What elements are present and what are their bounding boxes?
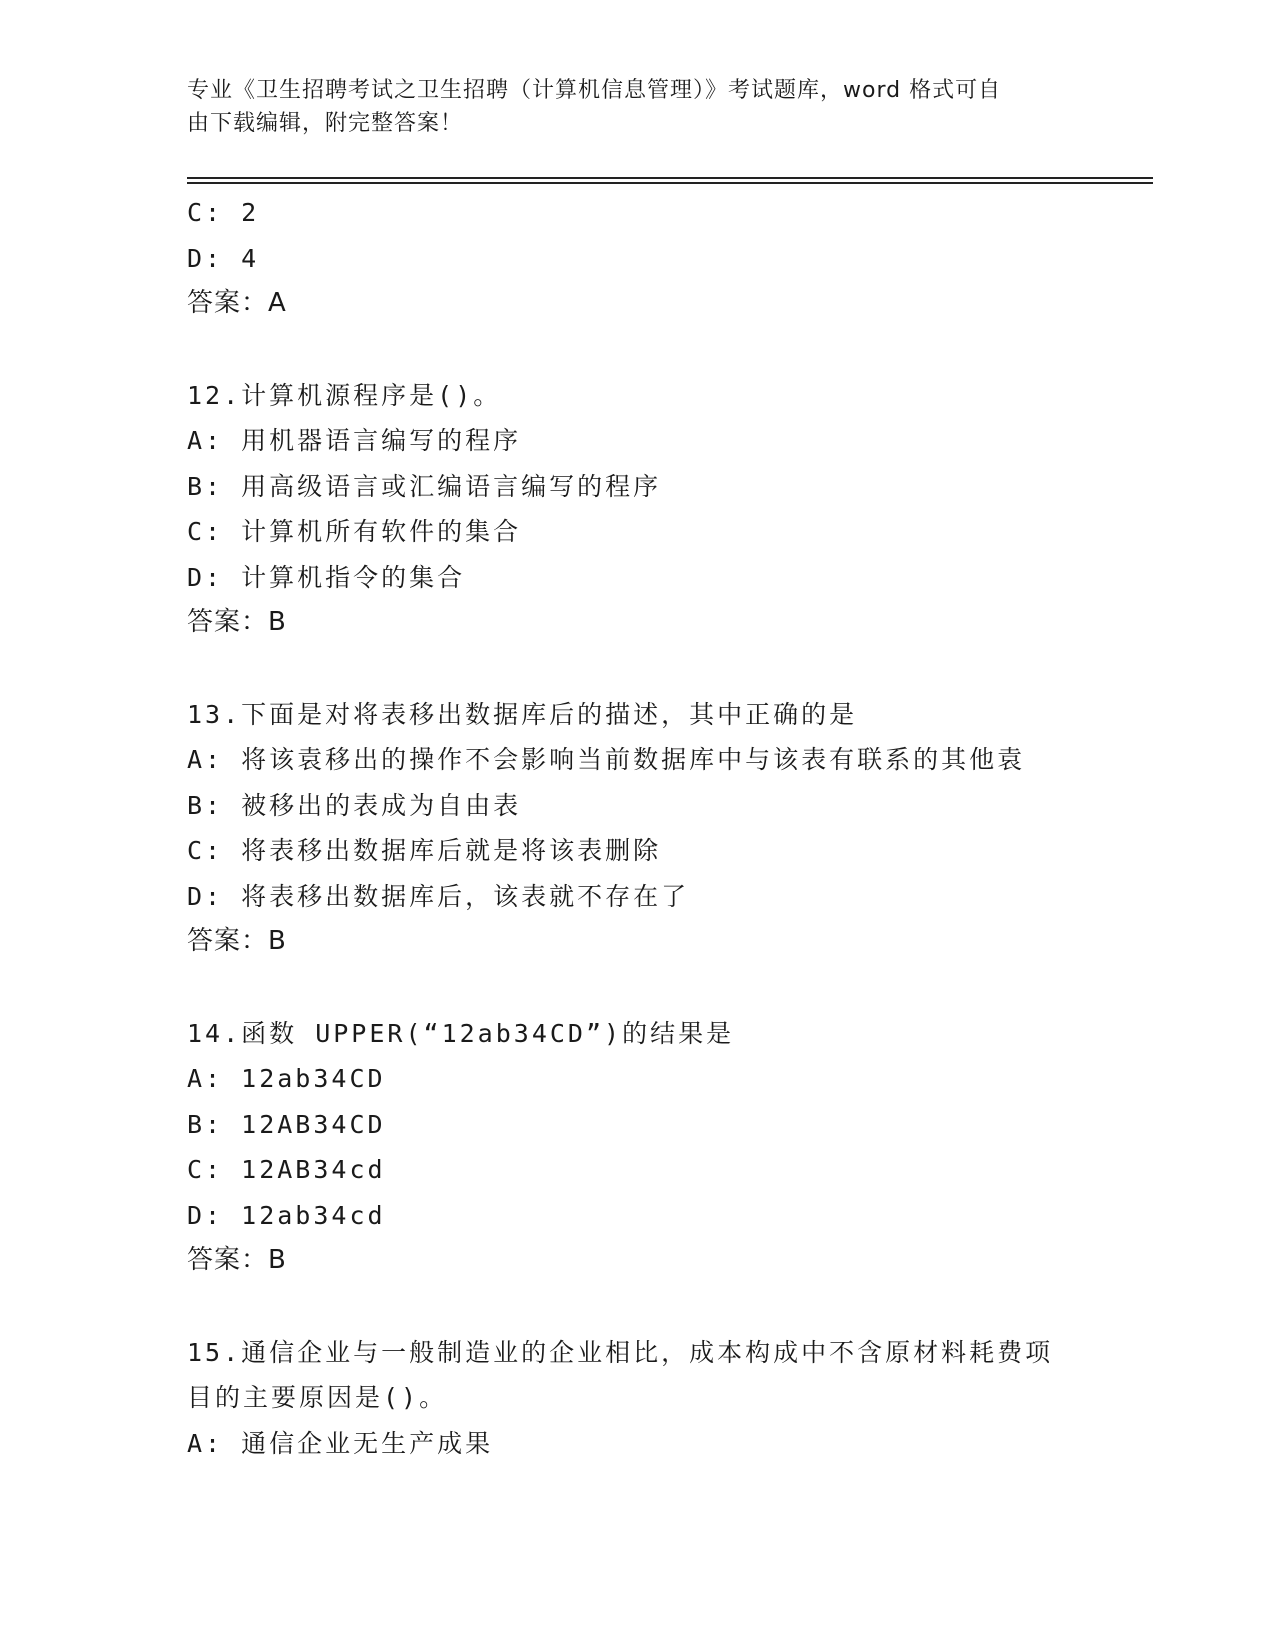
answer: 答案：B <box>187 607 287 637</box>
spacer <box>187 327 1147 373</box>
question-15 <box>187 1330 1147 1467</box>
option-a: A: 将该袁移出的操作不会影响当前数据库中与该表有联系的其他袁 <box>187 745 1026 774</box>
question-12 <box>187 373 1147 646</box>
option-d: D: 4 <box>187 243 260 273</box>
option-b: B: 12AB34CD <box>187 1109 386 1139</box>
header-rule-top <box>187 177 1153 179</box>
option-d: D: 计算机指令的集合 <box>187 562 466 592</box>
answer: 答案：A <box>187 288 287 318</box>
question-text: 13.下面是对将表移出数据库后的描述，其中正确的是 <box>187 699 858 729</box>
question-text: 14.函数 UPPER(“12ab34CD”)的结果是 <box>187 1018 735 1048</box>
spacer <box>187 1284 1147 1330</box>
header-line-1: 专业《卫生招聘考试之卫生招聘（计算机信息管理）》考试题库，word 格式可自 <box>187 78 1002 103</box>
header-rule-bottom <box>187 182 1153 184</box>
page-header <box>187 74 1067 140</box>
question-text: 12.计算机源程序是()。 <box>187 380 502 410</box>
question-list <box>187 190 1147 1466</box>
option-d: D: 将表移出数据库后，该表就不存在了 <box>187 881 690 911</box>
question-14 <box>187 1011 1147 1284</box>
answer: 答案：B <box>187 1245 287 1275</box>
option-c: C: 将表移出数据库后就是将该表删除 <box>187 836 662 865</box>
question-text: 15.通信企业与一般制造业的企业相比，成本构成中不含原材料耗费项 <box>187 1337 1054 1367</box>
question-text-continued: 目的主要原因是()。 <box>187 1383 448 1412</box>
option-d: D: 12ab34cd <box>187 1200 386 1230</box>
spacer <box>187 646 1147 692</box>
answer: 答案：B <box>187 926 287 956</box>
question-11-tail <box>187 190 1147 327</box>
header-line-2: 由下载编辑，附完整答案！ <box>187 111 464 136</box>
option-c: C: 12AB34cd <box>187 1155 386 1184</box>
option-c: C: 计算机所有软件的集合 <box>187 517 522 546</box>
option-c: C: 2 <box>187 198 260 227</box>
option-b: B: 用高级语言或汇编语言编写的程序 <box>187 471 662 501</box>
spacer <box>187 965 1147 1011</box>
option-b: B: 被移出的表成为自由表 <box>187 790 522 820</box>
option-a: A: 用机器语言编写的程序 <box>187 426 522 455</box>
question-13 <box>187 692 1147 965</box>
option-a: A: 通信企业无生产成果 <box>187 1428 494 1458</box>
option-a: A: 12ab34CD <box>187 1064 386 1093</box>
